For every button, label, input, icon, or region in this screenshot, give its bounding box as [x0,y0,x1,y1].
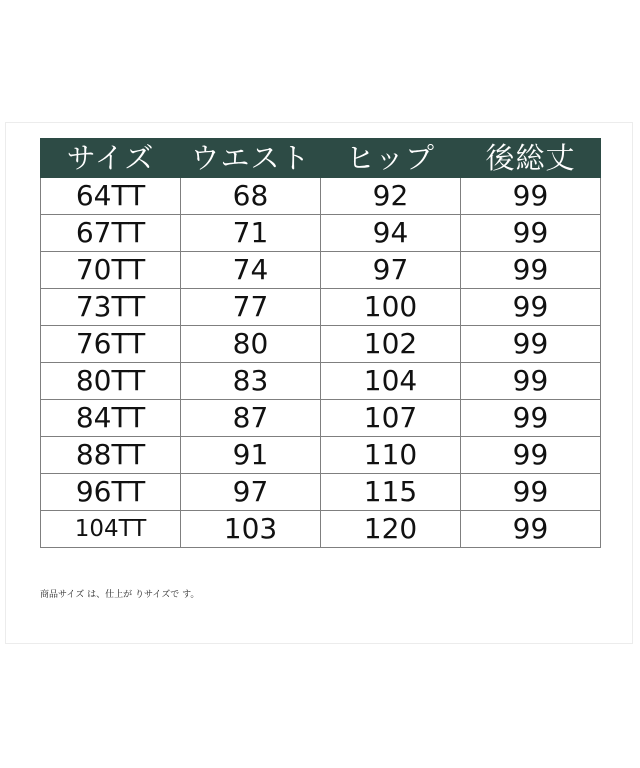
hip-cell: 102 [321,326,461,363]
header-hip: ヒップ [321,139,461,178]
waist-cell: 77 [181,289,321,326]
table-row [41,215,601,252]
back-length-cell: 99 [461,289,601,326]
size-cell: 73TT [41,289,181,326]
size-cell: 88TT [41,437,181,474]
hip-cell: 120 [321,511,461,548]
hip-cell: 110 [321,437,461,474]
size-cell: 64TT [41,178,181,215]
waist-cell: 97 [181,474,321,511]
header-back-length: 後総丈 [461,139,601,178]
size-note: 商品サイズ は、仕上が りサイズで す。 [40,590,200,600]
back-length-cell: 99 [461,400,601,437]
header-row [41,139,601,178]
table-row [41,252,601,289]
hip-cell: 115 [321,474,461,511]
hip-cell: 104 [321,363,461,400]
back-length-cell: 99 [461,326,601,363]
back-length-cell: 99 [461,215,601,252]
back-length-cell: 99 [461,178,601,215]
waist-cell: 71 [181,215,321,252]
waist-cell: 83 [181,363,321,400]
table-row [41,474,601,511]
table-row [41,363,601,400]
back-length-cell: 99 [461,363,601,400]
size-cell: 96TT [41,474,181,511]
hip-cell: 97 [321,252,461,289]
waist-cell: 91 [181,437,321,474]
table-row [41,178,601,215]
waist-cell: 103 [181,511,321,548]
hip-cell: 100 [321,289,461,326]
hip-cell: 107 [321,400,461,437]
back-length-cell: 99 [461,511,601,548]
hip-cell: 94 [321,215,461,252]
size-chart-table [40,138,601,548]
hip-cell: 92 [321,178,461,215]
back-length-cell: 99 [461,474,601,511]
table-row [41,511,601,548]
waist-cell: 68 [181,178,321,215]
size-cell: 84TT [41,400,181,437]
header-size: サイズ [41,139,181,178]
back-length-cell: 99 [461,252,601,289]
table-row [41,437,601,474]
waist-cell: 80 [181,326,321,363]
waist-cell: 87 [181,400,321,437]
size-cell: 104TT [41,511,181,548]
waist-cell: 74 [181,252,321,289]
table-row [41,400,601,437]
size-cell: 67TT [41,215,181,252]
table-row [41,289,601,326]
size-cell: 70TT [41,252,181,289]
size-cell: 80TT [41,363,181,400]
header-waist: ウエスト [181,139,321,178]
table-row [41,326,601,363]
size-cell: 76TT [41,326,181,363]
back-length-cell: 99 [461,437,601,474]
